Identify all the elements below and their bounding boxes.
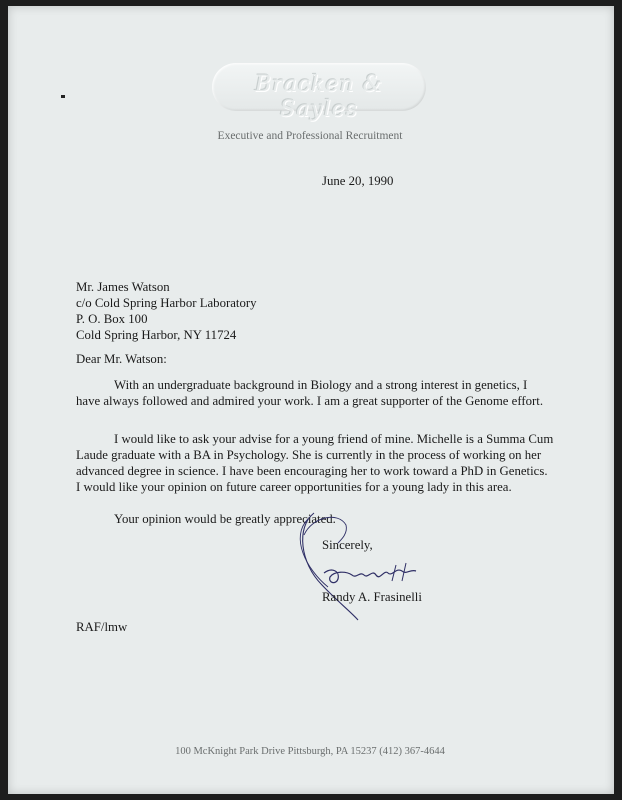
recipient-po-box: P. O. Box 100 [76, 312, 148, 326]
salutation: Dear Mr. Watson: [76, 352, 167, 366]
handwritten-signature [286, 505, 436, 625]
recipient-name: Mr. James Watson [76, 280, 170, 294]
logo-wordmark: Bracken & Sayles [254, 72, 384, 122]
recipient-organization: c/o Cold Spring Harbor Laboratory [76, 296, 257, 310]
body-paragraph-3: Your opinion would be greatly appreciated. [114, 512, 336, 526]
body-paragraph-2: I would like to ask your advise for a young friend of mine. Michelle is a Summa Cum Laude graduate with a BA in Psychology. She is currently in the process of working on her advanced degree in science. I have been encouraging her to work toward a PhD in Genetics. I would like your opinion on future career opportunities for a young lady in this area. [76, 432, 554, 494]
letterhead-footer: 100 McKnight Park Drive Pittsburgh, PA 15237 (412) 367-4644 [175, 746, 445, 757]
signer-name: Randy A. Frasinelli [322, 590, 422, 604]
typist-initials: RAF/lmw [76, 620, 128, 634]
closing: Sincerely, [322, 538, 373, 552]
letterhead-logo [212, 63, 426, 122]
letter-date: June 20, 1990 [322, 174, 394, 188]
letterhead-tagline: Executive and Professional Recruitment [217, 130, 403, 142]
stray-mark [61, 95, 65, 98]
recipient-city: Cold Spring Harbor, NY 11724 [76, 328, 237, 342]
body-paragraph-1: With an undergraduate background in Biology and a strong interest in genetics, I have always followed and admired your work. I am a great supporter of the Genome effort. [76, 378, 544, 408]
